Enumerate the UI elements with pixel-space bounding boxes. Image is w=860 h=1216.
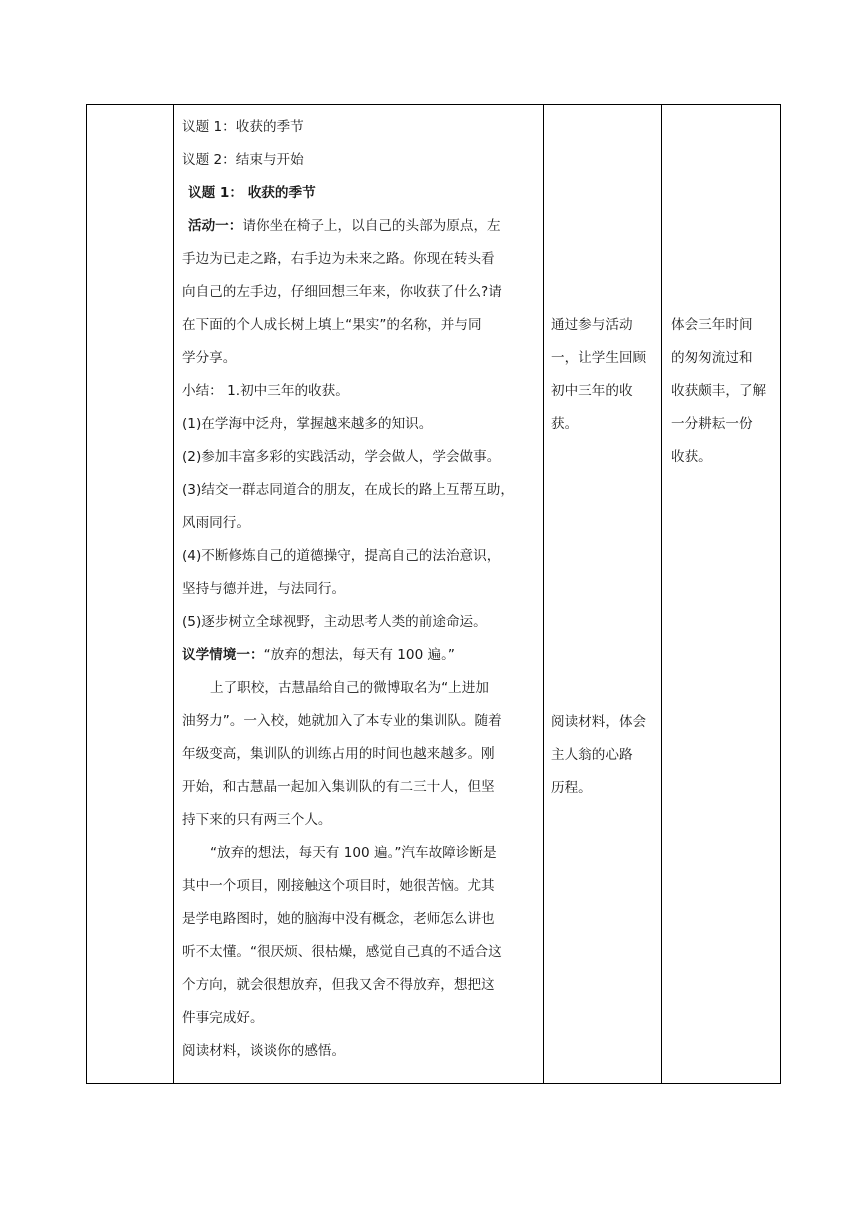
goal-line: 一分耕耘一份 [671, 416, 753, 432]
design-intent-line: 通过参与活动 [551, 317, 633, 333]
summary-item: (3)结交一群志同道合的朋友，在成长的路上互帮互助， [182, 482, 514, 498]
scenario-paragraph-line: 年级变高，集训队的训练占用的时间也越来越多。刚 [182, 746, 495, 762]
summary-item: 风雨同行。 [182, 515, 250, 531]
goal-line: 收获。 [671, 449, 712, 465]
column-divider [173, 105, 174, 1083]
design-intent-block-2 [545, 706, 661, 805]
activity-content-cell [175, 105, 543, 1068]
scenario-paragraph-line: “放弃的想法，每天有 100 遍。”汽车故障诊断是 [210, 845, 497, 861]
summary-item: (2)参加丰富多彩的实践活动，学会做人，学会做事。 [182, 449, 501, 465]
goal-block [663, 309, 781, 474]
topic-line-2: 议题 2：结束与开始 [182, 152, 304, 168]
design-intent-line: 一，让学生回顾 [551, 350, 647, 366]
topic-heading: 议题 1： 收获的季节 [188, 185, 316, 201]
column-divider [661, 105, 662, 1083]
scenario-paragraph-line: 开始，和古慧晶一起加入集训队的有二三十人，但坚 [182, 779, 495, 795]
activity-paragraph-line: 活动一：请你坐在椅子上，以自己的头部为原点，左 [188, 218, 501, 234]
summary-item: (5)逐步树立全球视野，主动思考人类的前途命运。 [182, 614, 487, 630]
design-intent-line: 初中三年的收 [551, 383, 633, 399]
lesson-table [86, 104, 781, 1084]
activity-paragraph-line: 学分享。 [182, 350, 237, 366]
summary-item: (4)不断修炼自己的道德操守，提高自己的法治意识， [182, 548, 501, 564]
design-intent-block-1 [545, 309, 661, 441]
scenario-paragraph-line: 是学电路图时，她的脑海中没有概念，老师怎么讲也 [182, 911, 495, 927]
scenario-paragraph-line: 油努力”。一入校，她就加入了本专业的集训队。随着 [182, 713, 502, 729]
summary-item: (1)在学海中泛舟，掌握越来越多的知识。 [182, 416, 433, 432]
summary-item: 坚持与德并进，与法同行。 [182, 581, 346, 597]
design-intent-line: 获。 [551, 416, 579, 432]
design-intent-line: 阅读材料，体会 [551, 714, 647, 730]
activity-paragraph-line: 向自己的左手边，仔细回想三年来，你收获了什么?请 [182, 284, 502, 300]
scenario-paragraph-line: 上了职校，古慧晶给自己的微博取名为“上进加 [210, 680, 489, 696]
scenario-paragraph-line: 件事完成好。 [182, 1010, 264, 1026]
scenario-paragraph-line: 个方向，就会很想放弃，但我又舍不得放弃，想把这 [182, 977, 495, 993]
empty-first-column [87, 105, 173, 1083]
goal-line: 收获颇丰，了解 [671, 383, 767, 399]
scenario-paragraph-line: 听不太懂。“很厌烦、很枯燥，感觉自己真的不适合这 [182, 944, 502, 960]
design-intent-line: 历程。 [551, 780, 592, 796]
design-intent-line: 主人翁的心路 [551, 747, 633, 763]
activity-paragraph-line: 在下面的个人成长树上填上“果实”的名称，并与同 [182, 317, 482, 333]
scenario-paragraph-line: 其中一个项目，刚接触这个项目时，她很苦恼。尤其 [182, 878, 495, 894]
column-divider [543, 105, 544, 1083]
scenario-paragraph-line: 持下来的只有两三个人。 [182, 812, 332, 828]
activity-paragraph-line: 手边为已走之路，右手边为未来之路。你现在转头看 [182, 251, 495, 267]
goal-line: 体会三年时间 [671, 317, 753, 333]
reading-prompt: 阅读材料，谈谈你的感悟。 [182, 1043, 346, 1059]
goal-line: 的匆匆流过和 [671, 350, 753, 366]
scenario-heading: 议学情境一：“放弃的想法，每天有 100 遍。” [182, 647, 455, 663]
summary-heading: 小结： 1.初中三年的收获。 [182, 383, 349, 399]
topic-line-1: 议题 1：收获的季节 [182, 119, 304, 135]
